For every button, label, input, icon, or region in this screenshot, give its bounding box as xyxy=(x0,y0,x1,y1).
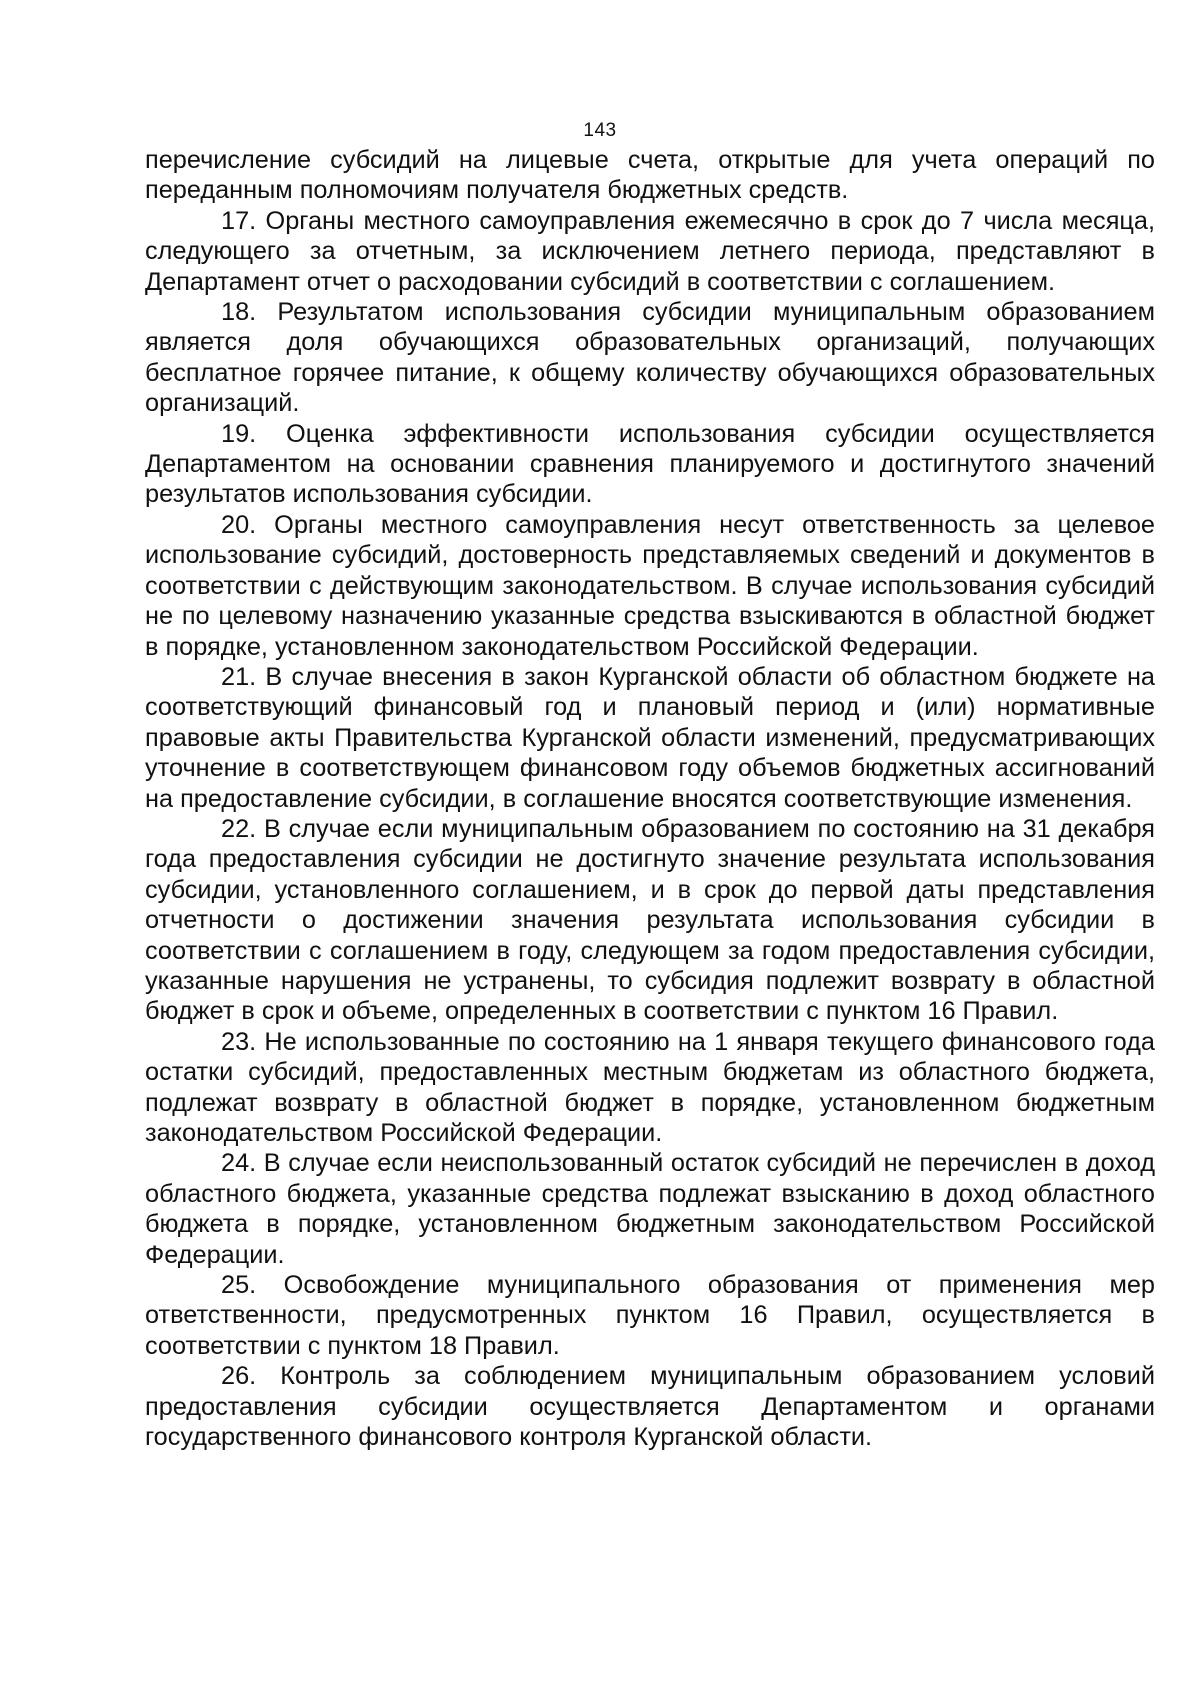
page-number: 143 xyxy=(583,120,617,141)
paragraph-19: 19. Оценка эффективности использования субсидии осуществляется Департаментом на основании сравнения планируемого и достигнутого значений результатов использования субсидии. xyxy=(145,419,1155,509)
paragraph-22: 22. В случае если муниципальным образованием по состоянию на 31 декабря года предоставления субсидии не достигнуто значение результата использования субсидии, установленного соглашением, и в срок до первой даты представления отчетности о достижении значения результата использования субсидии в соответствии с соглашением в году, следующем за годом предоставления субсидии, указанные нарушения не устранены, то субсидия подлежит возврату в областной бюджет в срок и объеме, определенных в соответствии с пунктом 16 Правил. xyxy=(145,814,1155,1026)
paragraph-continuation: перечисление субсидий на лицевые счета, открытые для учета операций по переданным полномочиям получателя бюджетных средств. xyxy=(145,146,1155,205)
paragraph-25: 25. Освобождение муниципального образования от применения мер ответственности, предусмотренных пунктом 16 Правил, осуществляется в соответствии с пунктом 18 Правил. xyxy=(145,1271,1155,1360)
paragraph-21: 21. В случае внесения в закон Курганской области об областном бюджете на соответствующий финансовый год и плановый период и (или) нормативные правовые акты Правительства Курганской области изменений, предусматривающих уточнение в соответствующем финансовом году объемов бюджетных ассигнований на предоставление субсидии, в соглашение вносятся соответствующие изменения. xyxy=(145,662,1155,813)
document-body xyxy=(145,145,1155,1452)
paragraph-23: 23. Не использованные по состоянию на 1 января текущего финансового года остатки субсидий, предоставленных местным бюджетам из областного бюджета, подлежат возврату в областной бюджет в порядке, установленном бюджетным законодательством Российской Федерации. xyxy=(145,1027,1155,1147)
paragraph-24: 24. В случае если неиспользованный остаток субсидий не перечислен в доход областного бюджета, указанные средства подлежат взысканию в доход областного бюджета в порядке, установленном бюджетным законодательством Российской Федерации. xyxy=(145,1149,1155,1269)
paragraph-26: 26. Контроль за соблюдением муниципальным образованием условий предоставления субсидии осуществляется Департаментом и органами государственного финансового контроля Курганской области. xyxy=(145,1362,1155,1452)
paragraph-17: 17. Органы местного самоуправления ежемесячно в срок до 7 числа месяца, следующего за отчетным, за исключением летнего периода, представляют в Департамент отчет о расходовании субсидий в соответствии с соглашением. xyxy=(145,206,1155,296)
paragraph-20: 20. Органы местного самоуправления несут ответственность за целевое использование субсидий, достоверность представляемых сведений и документов в соответствии с действующим законодательством. В случае использования субсидий не по целевому назначению указанные средства взыскиваются в областной бюджет в порядке, установленном законодательством Российской Федерации. xyxy=(145,510,1155,661)
paragraph-18: 18. Результатом использования субсидии муниципальным образованием является доля обучающихся образовательных организаций, получающих бесплатное горячее питание, к общему количеству обучающихся образовательных организаций. xyxy=(145,298,1155,418)
